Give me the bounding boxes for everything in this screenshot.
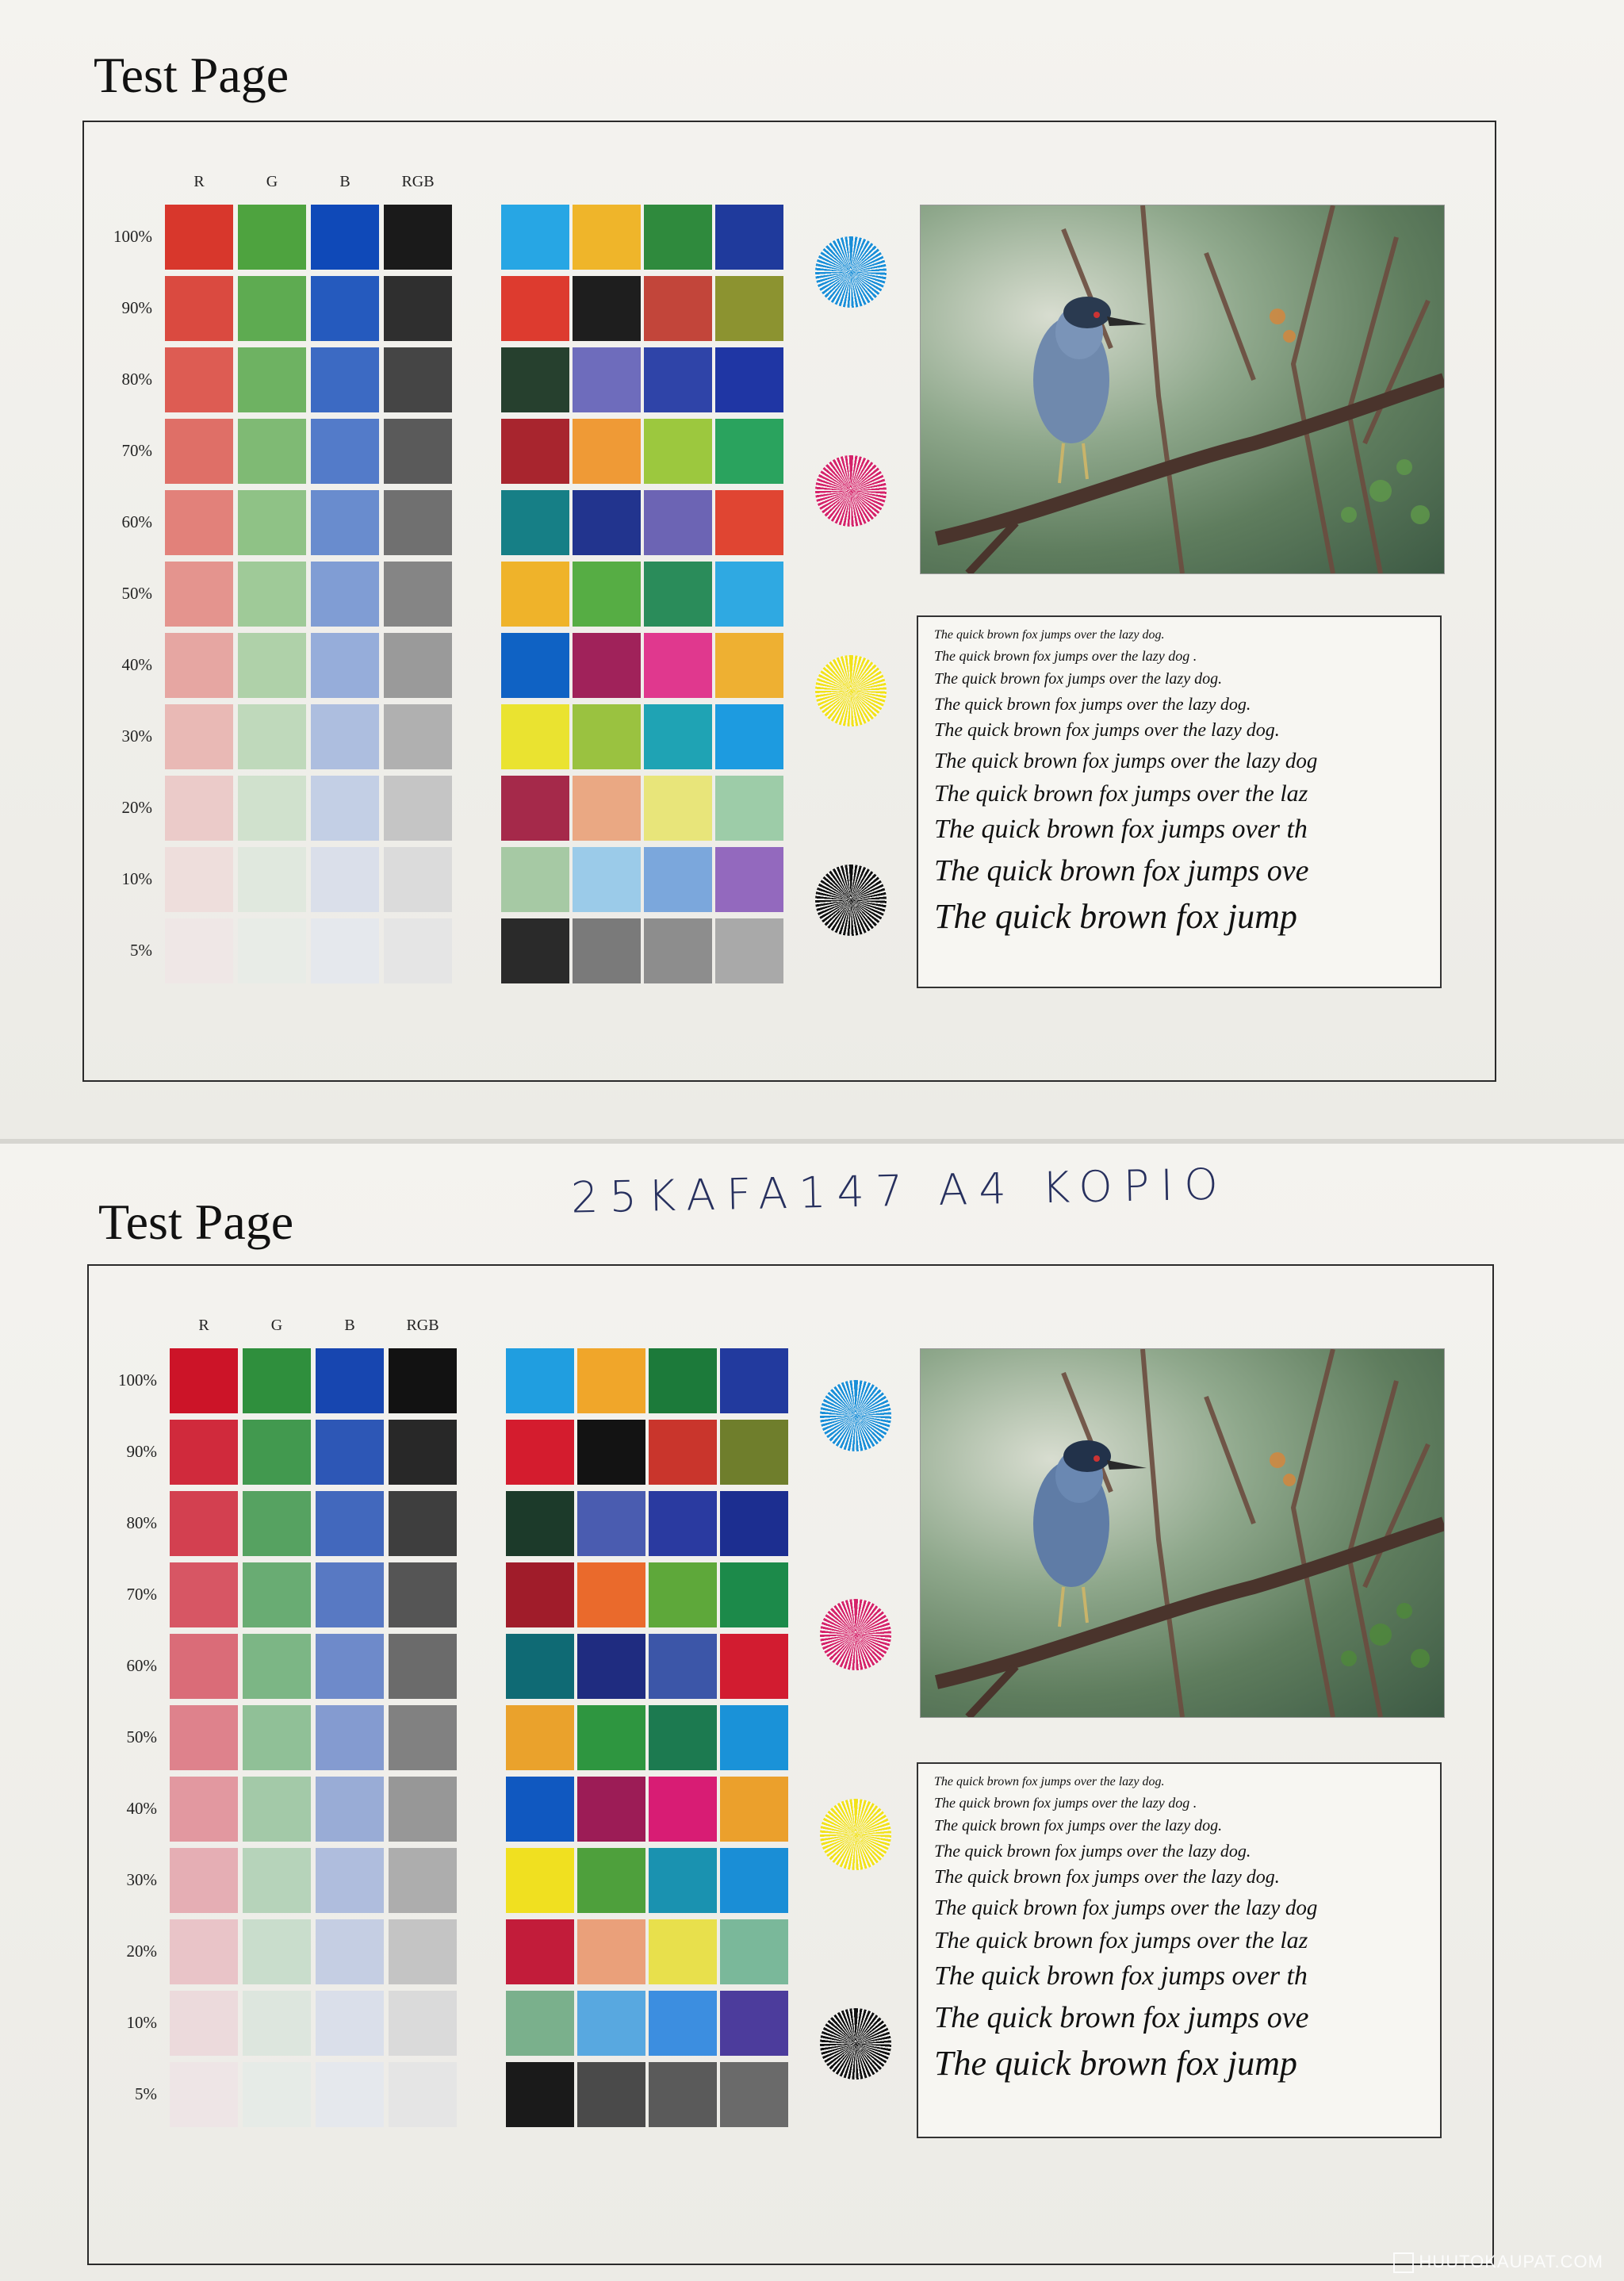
palette-swatch bbox=[577, 1848, 645, 1913]
sample-text-box bbox=[917, 1762, 1442, 2138]
palette-swatch bbox=[644, 776, 712, 841]
ramp-swatch bbox=[238, 776, 306, 841]
palette-swatch bbox=[573, 918, 641, 983]
palette-swatch bbox=[573, 776, 641, 841]
ramp-swatch bbox=[243, 1420, 311, 1485]
sample-text-line: The quick brown fox jumps over th bbox=[934, 1961, 1308, 1992]
palette-swatch bbox=[720, 1562, 788, 1627]
palette-swatch bbox=[720, 1634, 788, 1699]
row-label: 70% bbox=[121, 441, 152, 460]
ramp-swatch bbox=[243, 1491, 311, 1556]
palette-swatch bbox=[720, 1348, 788, 1413]
ramp-swatch bbox=[389, 2062, 457, 2127]
row-label: 80% bbox=[126, 1513, 157, 1532]
palette-swatch bbox=[577, 1991, 645, 2056]
palette-swatch bbox=[715, 276, 783, 341]
palette-swatch bbox=[577, 1562, 645, 1627]
ramp-swatch bbox=[165, 776, 233, 841]
palette-swatch bbox=[720, 1848, 788, 1913]
ramp-swatch bbox=[165, 847, 233, 912]
yellow-starburst-icon bbox=[815, 655, 887, 726]
ramp-swatch bbox=[165, 347, 233, 412]
palette-swatch bbox=[720, 1491, 788, 1556]
sample-text-line: The quick brown fox jumps over the lazy dog. bbox=[934, 669, 1223, 688]
palette-swatch bbox=[644, 847, 712, 912]
page-title: Test Page bbox=[94, 47, 289, 103]
ramp-swatch bbox=[243, 1348, 311, 1413]
row-label: 100% bbox=[113, 227, 152, 246]
ramp-swatch bbox=[243, 1562, 311, 1627]
ramp-swatch bbox=[316, 1705, 384, 1770]
ramp-swatch bbox=[165, 918, 233, 983]
palette-swatch bbox=[649, 1991, 717, 2056]
row-label: 30% bbox=[121, 726, 152, 746]
column-header-g: G bbox=[270, 1317, 283, 1334]
ramp-swatch bbox=[243, 1777, 311, 1842]
ramp-swatch bbox=[238, 347, 306, 412]
palette-swatch bbox=[715, 633, 783, 698]
cyan-starburst-icon bbox=[815, 236, 887, 308]
palette-swatch bbox=[501, 562, 569, 627]
sample-text-line: The quick brown fox jumps over the lazy dog bbox=[934, 1896, 1318, 1919]
ramp-swatch bbox=[311, 633, 379, 698]
ramp-swatch bbox=[384, 205, 452, 270]
sample-text-line: The quick brown fox jumps over the lazy dog. bbox=[934, 1867, 1280, 1888]
palette-swatch bbox=[720, 1420, 788, 1485]
sample-text-line: The quick brown fox jumps ove bbox=[934, 2001, 1309, 2035]
row-label: 90% bbox=[121, 298, 152, 317]
ramp-swatch bbox=[238, 490, 306, 555]
palette-swatch bbox=[644, 347, 712, 412]
magenta-starburst-icon bbox=[820, 1599, 891, 1670]
row-label: 40% bbox=[126, 1799, 157, 1818]
ramp-swatch bbox=[238, 633, 306, 698]
sample-text-box bbox=[917, 615, 1442, 988]
palette-swatch bbox=[573, 704, 641, 769]
ramp-swatch bbox=[243, 1848, 311, 1913]
ramp-swatch bbox=[165, 276, 233, 341]
palette-swatch bbox=[649, 1562, 717, 1627]
palette-swatch bbox=[715, 847, 783, 912]
column-header-rgb: RGB bbox=[406, 1317, 439, 1334]
palette-swatch bbox=[506, 1562, 574, 1627]
palette-swatch bbox=[649, 2062, 717, 2127]
sample-text-line: The quick brown fox jumps over the lazy dog. bbox=[934, 1816, 1223, 1834]
ramp-swatch bbox=[384, 347, 452, 412]
ramp-swatch bbox=[311, 205, 379, 270]
column-header-r: R bbox=[193, 173, 205, 190]
ramp-swatch bbox=[165, 633, 233, 698]
palette-swatch bbox=[501, 490, 569, 555]
ramp-swatch bbox=[316, 1562, 384, 1627]
page-title: Test Page bbox=[98, 1194, 294, 1250]
ramp-swatch bbox=[238, 205, 306, 270]
palette-swatch bbox=[649, 1491, 717, 1556]
row-label: 80% bbox=[121, 370, 152, 389]
sample-text-line: The quick brown fox jumps over the lazy dog . bbox=[934, 1795, 1197, 1811]
ramp-swatch bbox=[170, 1348, 238, 1413]
ramp-swatch bbox=[238, 562, 306, 627]
sample-text-line: The quick brown fox jump bbox=[934, 2044, 1297, 2084]
top-test-page-sheet bbox=[0, 0, 1624, 1139]
palette-swatch bbox=[577, 1777, 645, 1842]
palette-swatch bbox=[501, 205, 569, 270]
ramp-swatch bbox=[311, 776, 379, 841]
palette-swatch bbox=[720, 1705, 788, 1770]
palette-swatch bbox=[501, 704, 569, 769]
palette-swatch bbox=[506, 2062, 574, 2127]
ramp-swatch bbox=[316, 2062, 384, 2127]
ramp-swatch bbox=[384, 776, 452, 841]
palette-swatch bbox=[649, 1705, 717, 1770]
column-header-g: G bbox=[266, 173, 278, 190]
row-label: 70% bbox=[126, 1585, 157, 1604]
palette-swatch bbox=[644, 918, 712, 983]
ramp-swatch bbox=[243, 1991, 311, 2056]
palette-swatch bbox=[644, 490, 712, 555]
ramp-swatch bbox=[165, 562, 233, 627]
palette-swatch bbox=[644, 633, 712, 698]
palette-swatch bbox=[501, 918, 569, 983]
palette-swatch bbox=[573, 419, 641, 484]
heron-illustration bbox=[921, 1349, 1444, 1717]
sample-text-line: The quick brown fox jumps over the lazy dog. bbox=[934, 628, 1165, 642]
ramp-swatch bbox=[384, 276, 452, 341]
yellow-starburst-icon bbox=[820, 1799, 891, 1870]
ramp-swatch bbox=[165, 704, 233, 769]
ramp-swatch bbox=[384, 847, 452, 912]
palette-swatch bbox=[715, 490, 783, 555]
ramp-swatch bbox=[316, 1420, 384, 1485]
palette-swatch bbox=[501, 847, 569, 912]
palette-swatch bbox=[720, 1919, 788, 1984]
palette-swatch bbox=[649, 1420, 717, 1485]
palette-swatch bbox=[649, 1634, 717, 1699]
palette-swatch bbox=[506, 1919, 574, 1984]
ramp-swatch bbox=[389, 1562, 457, 1627]
ramp-swatch bbox=[316, 1991, 384, 2056]
palette-swatch bbox=[577, 1634, 645, 1699]
palette-swatch bbox=[573, 490, 641, 555]
palette-swatch bbox=[644, 205, 712, 270]
palette-swatch bbox=[573, 633, 641, 698]
palette-swatch bbox=[577, 2062, 645, 2127]
row-label: 20% bbox=[126, 1942, 157, 1961]
palette-swatch bbox=[715, 562, 783, 627]
ramp-swatch bbox=[384, 562, 452, 627]
palette-swatch bbox=[573, 347, 641, 412]
palette-swatch bbox=[715, 205, 783, 270]
sample-text-line: The quick brown fox jumps over th bbox=[934, 815, 1308, 845]
ramp-swatch bbox=[170, 1562, 238, 1627]
night-heron-photo bbox=[920, 205, 1445, 574]
black-starburst-icon bbox=[820, 2008, 891, 2080]
handwritten-note: 25KAFA147 A4 KOPIO bbox=[570, 1159, 1230, 1223]
sample-text-line: The quick brown fox jumps over the lazy dog. bbox=[934, 720, 1280, 742]
palette-swatch bbox=[577, 1420, 645, 1485]
ramp-swatch bbox=[389, 1705, 457, 1770]
ramp-swatch bbox=[384, 419, 452, 484]
palette-swatch bbox=[501, 347, 569, 412]
column-header-rgb: RGB bbox=[401, 173, 435, 190]
palette-swatch bbox=[644, 562, 712, 627]
sample-text-line: The quick brown fox jumps over the lazy dog bbox=[934, 749, 1318, 772]
ramp-swatch bbox=[389, 1919, 457, 1984]
ramp-swatch bbox=[311, 419, 379, 484]
row-label: 60% bbox=[121, 512, 152, 531]
watermark-text: HUUTOKAUPAT.COM bbox=[1419, 2251, 1603, 2271]
ramp-swatch bbox=[165, 205, 233, 270]
palette-swatch bbox=[577, 1919, 645, 1984]
ramp-swatch bbox=[170, 1777, 238, 1842]
palette-swatch bbox=[573, 276, 641, 341]
ramp-swatch bbox=[389, 1991, 457, 2056]
ramp-swatch bbox=[316, 1777, 384, 1842]
column-header-b: B bbox=[339, 173, 350, 190]
ramp-swatch bbox=[311, 562, 379, 627]
ramp-swatch bbox=[311, 704, 379, 769]
ramp-swatch bbox=[238, 918, 306, 983]
sample-text-line: The quick brown fox jumps over the lazy dog. bbox=[934, 694, 1251, 715]
ramp-swatch bbox=[389, 1348, 457, 1413]
row-label: 5% bbox=[135, 2084, 157, 2103]
ramp-swatch bbox=[243, 2062, 311, 2127]
sample-text-line: The quick brown fox jumps over the lazy dog. bbox=[934, 1775, 1165, 1788]
row-label: 10% bbox=[126, 2013, 157, 2032]
palette-swatch bbox=[715, 918, 783, 983]
black-starburst-icon bbox=[815, 864, 887, 936]
palette-swatch bbox=[720, 2062, 788, 2127]
palette-swatch bbox=[644, 419, 712, 484]
ramp-swatch bbox=[243, 1919, 311, 1984]
ramp-swatch bbox=[316, 1491, 384, 1556]
ramp-swatch bbox=[170, 1919, 238, 1984]
ramp-swatch bbox=[311, 918, 379, 983]
palette-swatch bbox=[506, 1348, 574, 1413]
ramp-swatch bbox=[389, 1634, 457, 1699]
night-heron-photo bbox=[920, 1348, 1445, 1718]
palette-swatch bbox=[649, 1848, 717, 1913]
palette-swatch bbox=[577, 1491, 645, 1556]
ramp-swatch bbox=[165, 490, 233, 555]
palette-swatch bbox=[649, 1919, 717, 1984]
palette-swatch bbox=[573, 562, 641, 627]
ramp-swatch bbox=[238, 847, 306, 912]
ramp-swatch bbox=[238, 704, 306, 769]
row-label: 50% bbox=[126, 1727, 157, 1746]
palette-swatch bbox=[501, 633, 569, 698]
sample-text-line: The quick brown fox jump bbox=[934, 897, 1297, 937]
ramp-swatch bbox=[311, 347, 379, 412]
row-label: 10% bbox=[121, 869, 152, 888]
row-label: 20% bbox=[121, 798, 152, 817]
palette-swatch bbox=[644, 704, 712, 769]
palette-swatch bbox=[720, 1991, 788, 2056]
ramp-swatch bbox=[389, 1491, 457, 1556]
row-label: 60% bbox=[126, 1656, 157, 1675]
ramp-swatch bbox=[389, 1777, 457, 1842]
ramp-swatch bbox=[384, 633, 452, 698]
palette-swatch bbox=[506, 1491, 574, 1556]
ramp-swatch bbox=[165, 419, 233, 484]
palette-swatch bbox=[501, 776, 569, 841]
palette-swatch bbox=[715, 704, 783, 769]
watermark-logo-icon bbox=[1393, 2252, 1414, 2273]
palette-swatch bbox=[720, 1777, 788, 1842]
heron-illustration bbox=[921, 205, 1444, 573]
palette-swatch bbox=[649, 1348, 717, 1413]
ramp-swatch bbox=[384, 704, 452, 769]
palette-swatch bbox=[715, 419, 783, 484]
row-label: 90% bbox=[126, 1442, 157, 1461]
palette-swatch bbox=[577, 1348, 645, 1413]
ramp-swatch bbox=[384, 918, 452, 983]
sample-text-line: The quick brown fox jumps ove bbox=[934, 854, 1309, 888]
sample-text-line: The quick brown fox jumps over the lazy dog. bbox=[934, 1841, 1251, 1861]
ramp-swatch bbox=[170, 1991, 238, 2056]
ramp-swatch bbox=[170, 2062, 238, 2127]
row-label: 40% bbox=[121, 655, 152, 674]
ramp-swatch bbox=[170, 1491, 238, 1556]
row-label: 5% bbox=[130, 941, 152, 960]
ramp-swatch bbox=[316, 1348, 384, 1413]
palette-swatch bbox=[715, 776, 783, 841]
ramp-swatch bbox=[170, 1634, 238, 1699]
sample-text-line: The quick brown fox jumps over the laz bbox=[934, 1926, 1308, 1953]
ramp-swatch bbox=[311, 490, 379, 555]
row-label: 100% bbox=[118, 1371, 157, 1390]
palette-swatch bbox=[573, 847, 641, 912]
ramp-swatch bbox=[316, 1919, 384, 1984]
bottom-test-page-sheet bbox=[0, 1144, 1624, 2281]
palette-swatch bbox=[506, 1991, 574, 2056]
column-header-r: R bbox=[198, 1317, 209, 1334]
palette-swatch bbox=[506, 1634, 574, 1699]
ramp-swatch bbox=[311, 276, 379, 341]
ramp-swatch bbox=[170, 1420, 238, 1485]
palette-swatch bbox=[573, 205, 641, 270]
ramp-swatch bbox=[311, 847, 379, 912]
palette-swatch bbox=[506, 1705, 574, 1770]
row-label: 30% bbox=[126, 1870, 157, 1889]
ramp-swatch bbox=[170, 1848, 238, 1913]
ramp-swatch bbox=[389, 1848, 457, 1913]
sample-text-line: The quick brown fox jumps over the laz bbox=[934, 780, 1308, 807]
palette-swatch bbox=[506, 1420, 574, 1485]
ramp-swatch bbox=[170, 1705, 238, 1770]
palette-swatch bbox=[501, 419, 569, 484]
column-header-b: B bbox=[344, 1317, 355, 1334]
cyan-starburst-icon bbox=[820, 1380, 891, 1451]
watermark bbox=[1393, 2252, 1603, 2273]
ramp-swatch bbox=[238, 276, 306, 341]
palette-swatch bbox=[649, 1777, 717, 1842]
palette-swatch bbox=[506, 1848, 574, 1913]
palette-swatch bbox=[506, 1777, 574, 1842]
palette-swatch bbox=[715, 347, 783, 412]
ramp-swatch bbox=[316, 1634, 384, 1699]
ramp-swatch bbox=[316, 1848, 384, 1913]
sample-text-line: The quick brown fox jumps over the lazy dog . bbox=[934, 648, 1197, 665]
palette-swatch bbox=[644, 276, 712, 341]
ramp-swatch bbox=[243, 1634, 311, 1699]
palette-swatch bbox=[501, 276, 569, 341]
ramp-swatch bbox=[384, 490, 452, 555]
row-label: 50% bbox=[121, 584, 152, 603]
magenta-starburst-icon bbox=[815, 455, 887, 527]
ramp-swatch bbox=[238, 419, 306, 484]
ramp-swatch bbox=[389, 1420, 457, 1485]
ramp-swatch bbox=[243, 1705, 311, 1770]
palette-swatch bbox=[577, 1705, 645, 1770]
